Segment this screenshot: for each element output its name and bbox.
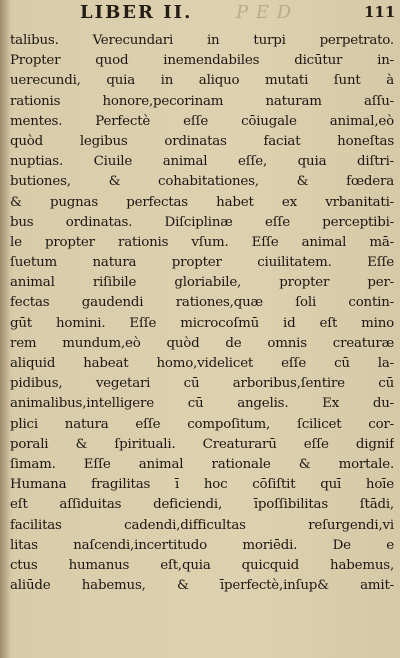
text-line: gūt homini. Eſſe microcoſmū id eſt mino [10,315,394,331]
text-line: nuptias. Ciuile animal eſſe, quia diſtri- [10,154,394,170]
text-line: animal riſibile gloriabile, propter per- [10,275,394,291]
text-line: rationis honore,pecorinam naturam aſſu- [10,93,394,109]
text-line: talibus. Verecundari in turpi perpetrato. [10,33,394,48]
text-line: plici natura eſſe compoſitum, ſcilicet cor- [10,416,394,432]
text-line: animalibus,intelligere cū angelis. Ex du- [10,396,394,412]
text-line: butiones, & cohabitationes, & fœdera [10,174,394,190]
text-line: ſuetum natura propter ciuilitatem. Eſſe [10,255,394,271]
text-line: eſt aſſiduitas deficiendi, īpoſſibilitas ſtādi, [10,497,394,513]
page-number: 111 [364,3,396,21]
text-line: fectas gaudendi rationes,quæ ſoli contin- [10,295,394,311]
running-head: LIBER II. [80,2,193,23]
text-line: bus ordinatas. Diſciplinæ eſſe perceptibi- [10,214,394,230]
bleed-through-text: P E D [236,2,293,23]
text-line: Propter quod inemendabiles dicūtur in- [10,53,394,69]
text-line: le propter rationis vſum. Eſſe animal mā- [10,234,394,250]
text-line: & pugnas perfectas habet ex vrbanitati- [10,194,394,210]
text-line: uerecundi, quia in aliquo mutati ſunt à [10,73,394,89]
body-text [10,31,394,596]
text-line: facilitas cadendi,difficultas reſurgendi,vi [10,517,394,533]
text-line: ctus humanus eſt,quia quicquid habemus, [10,557,394,573]
text-line: pidibus, vegetari cū arboribus,ſentire cū [10,376,394,392]
text-line: Humana fragilitas ī hoc cōſiſtit quī hoīe [10,477,394,493]
text-line: ſimam. Eſſe animal rationale & mortale. [10,456,394,472]
gutter-shadow [0,0,10,658]
page-header [0,2,400,28]
text-line: quòd legibus ordinatas faciat honeſtas [10,133,394,149]
text-line: aliūde habemus, & īperfectè,inſup& amit- [10,578,394,594]
text-line: mentes. Perfectè eſſe cōiugale animal,eò [10,113,394,129]
text-line: litas naſcendi,incertitudo moriēdi. De e [10,537,394,553]
text-line: rem mundum,eò quòd de omnis creaturæ [10,335,394,351]
text-line: aliquid habeat homo,videlicet eſſe cū la- [10,356,394,371]
text-line: porali & ſpirituali. Creaturarū eſſe dignif [10,436,394,452]
